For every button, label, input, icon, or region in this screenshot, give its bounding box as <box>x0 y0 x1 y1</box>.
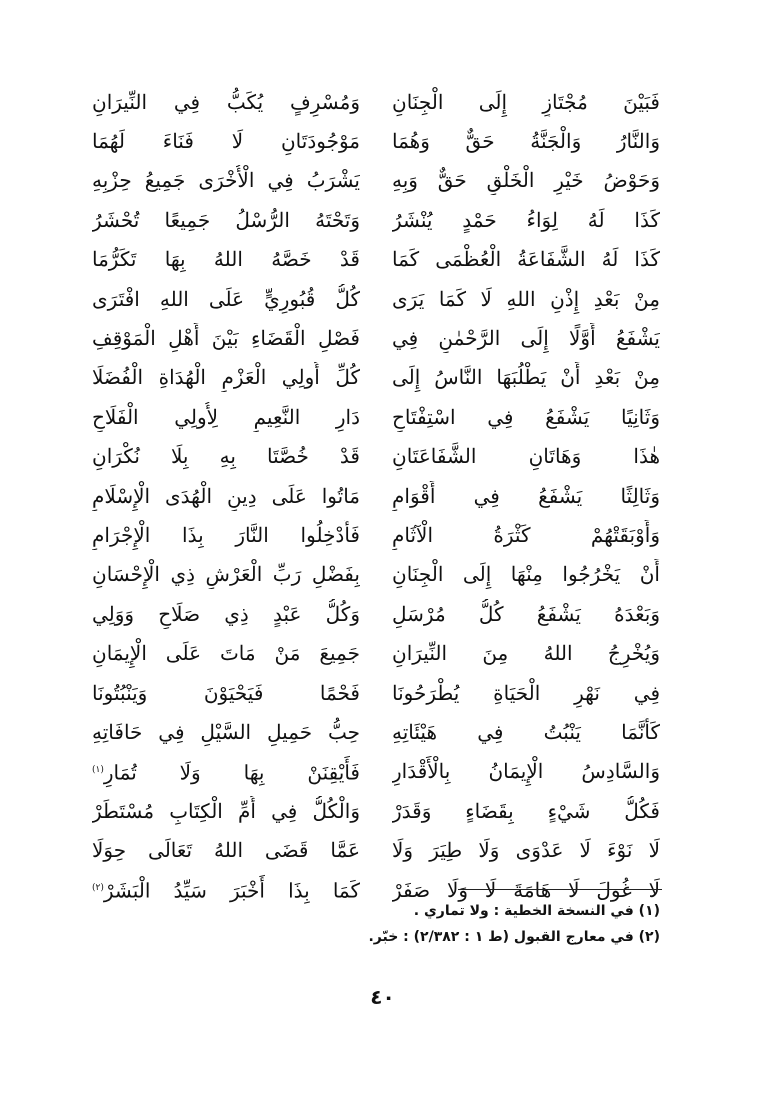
second-hemistich <box>92 126 360 156</box>
hemistich-text: قَدْ خَصَّهُ اللهُ بِهَا تَكَرُّمَا <box>92 247 360 272</box>
hemistich-text: وَثَالِثًا يَشْفَعُ فِي أَقْوَامِ <box>392 483 660 508</box>
second-hemistich <box>92 599 360 629</box>
second-hemistich <box>92 796 360 826</box>
hemistich-text: عَمَّا قَضَى اللهُ تَعَالَى حِوَلَا <box>92 838 360 863</box>
hemistich-text: هٰذَا وَهَاتَانِ الشَّفَاعَتَانِ <box>392 444 660 469</box>
second-hemistich <box>92 284 360 314</box>
verse-line <box>92 791 660 830</box>
hemistich-text: مَاتُوا عَلَى دِينِ الْهُدَى الْإِسْلَامِ <box>92 483 360 508</box>
verse-line <box>92 240 660 279</box>
second-hemistich <box>92 205 360 235</box>
verse-line <box>92 555 660 594</box>
verse-line <box>92 476 660 515</box>
verse-line <box>92 437 660 476</box>
verse-line <box>92 161 660 200</box>
hemistich-text: فَكُلُّ شَيْءٍ بِقَضَاءٍ وَقَدَرْ <box>392 798 660 823</box>
first-hemistich <box>392 362 660 392</box>
first-hemistich <box>392 323 660 353</box>
verse-line <box>92 673 660 712</box>
second-hemistich <box>92 165 360 195</box>
second-hemistich <box>92 244 360 274</box>
hemistich-text: وَأَوْبَقَتْهُمْ كَثْرَةُ الْآثَامِ <box>392 522 660 547</box>
first-hemistich <box>392 244 660 274</box>
second-hemistich <box>92 835 360 865</box>
second-hemistich <box>92 87 360 117</box>
hemistich-text: وَمُسْرِفٍ يُكَبُّ فِي النِّيرَانِ <box>92 89 360 114</box>
hemistich-text: فَحْمًا فَيَحْيَوْنَ وَيَنْبُتُونَا <box>92 680 360 705</box>
verse-line <box>92 121 660 160</box>
hemistich-text: فَأُدْخِلُوا النَّارَ بِذَا الْإِجْرَامِ <box>92 522 360 547</box>
hemistich-text: وَثَانِيًا يَشْفَعُ فِي اسْتِفْتَاحِ <box>392 404 660 429</box>
hemistich-text: لَا نَوْءَ لَا عَدْوَى وَلَا طِيَرَ وَلَا <box>392 838 660 863</box>
verse-line <box>92 515 660 554</box>
hemistich-text: جَمِيعَ مَنْ مَاتَ عَلَى الْإِيمَانِ <box>92 641 360 666</box>
hemistich-text: وَالسَّادِسُ الْإِيمَانُ بِالْأَقْدَارِ <box>392 759 660 784</box>
hemistich-text: مَوْجُودَتَانِ لَا فَنَاءَ لَهُمَا <box>92 129 360 154</box>
first-hemistich <box>392 678 660 708</box>
first-hemistich <box>392 441 660 471</box>
first-hemistich <box>392 165 660 195</box>
footnote-separator <box>458 889 662 890</box>
hemistich-text: كُلِّ أُولِي الْعَزْمِ الْهُدَاةِ الْفُضَلَا <box>92 365 360 390</box>
first-hemistich <box>392 87 660 117</box>
footnote: (١) في النسخة الخطية : ولا تماري . <box>413 903 660 919</box>
verse-line <box>92 752 660 791</box>
second-hemistich <box>92 520 360 550</box>
second-hemistich <box>92 362 360 392</box>
verse-line <box>92 318 660 357</box>
first-hemistich <box>392 796 660 826</box>
hemistich-text: فَبَيْنَ مُجْتَازٍ إِلَى الْجِنَانِ <box>392 89 660 114</box>
poem-body <box>92 82 660 909</box>
hemistich-text: لَا غُولَ لَا هَامَةَ لَا وَلَا صَفَرْ <box>392 877 660 902</box>
second-hemistich <box>92 559 360 589</box>
second-hemistich <box>92 441 360 471</box>
verse-line <box>92 279 660 318</box>
hemistich-text: وَحَوْضُ خَيْرِ الْخَلْقِ حَقٌّ وَبِهِ <box>392 168 660 193</box>
first-hemistich <box>392 402 660 432</box>
second-hemistich <box>92 323 360 353</box>
hemistich-text: كَمَا بِذَا أَخْبَرَ سَيِّدُ الْبَشَرْ <box>103 878 360 903</box>
first-hemistich <box>392 205 660 235</box>
hemistich-text: كَذَا لَهُ الشَّفَاعَةُ الْعُظْمَى كَمَا <box>392 247 660 272</box>
second-hemistich <box>92 717 360 747</box>
hemistich-text: قَدْ خُصَّتَا بِهِ بِلَا نُكْرَانِ <box>92 444 360 469</box>
first-hemistich <box>392 559 660 589</box>
hemistich-text: يَشْرَبُ فِي الْأُخْرَى جَمِيعُ حِزْبِهِ <box>92 168 360 193</box>
hemistich-text: يَشْفَعُ أَوَّلًا إِلَى الرَّحْمٰنِ فِي <box>392 326 660 351</box>
footnote-marker: (١) <box>92 765 104 775</box>
second-hemistich <box>92 402 360 432</box>
verse-line <box>92 830 660 869</box>
verse-line <box>92 594 660 633</box>
hemistich-text: دَارِ النَّعِيمِ لِأُولِي الْفَلَاحِ <box>92 404 360 429</box>
hemistich-text: وَتَحْتَهُ الرُّسْلُ جَمِيعًا تُحْشَرُ <box>92 207 360 232</box>
first-hemistich <box>392 520 660 550</box>
hemistich-text: مِنْ بَعْدِ أَنْ يَطْلُبَهَا النَّاسُ إِلَى <box>392 365 660 390</box>
footnote: (٢) في معارج القبول (ط ١ : ٢/٣٨٢) : خبّر. <box>368 929 660 945</box>
hemistich-text: حِبُّ حَمِيلِ السَّيْلِ فِي حَافَاتِهِ <box>92 719 360 744</box>
first-hemistich <box>392 756 660 786</box>
hemistich-text: كَذَا لَهُ لِوَاءُ حَمْدٍ يُنْشَرُ <box>392 207 660 232</box>
second-hemistich <box>92 678 360 708</box>
first-hemistich <box>392 599 660 629</box>
second-hemistich <box>92 481 360 511</box>
hemistich-text: بِفَضْلِ رَبِّ الْعَرْشِ ذِي الْإِحْسَانِ <box>92 562 360 587</box>
footnote-marker: (٢) <box>92 883 104 894</box>
footnotes <box>260 898 660 950</box>
first-hemistich <box>392 717 660 747</box>
verse-line <box>92 712 660 751</box>
verse-line <box>92 397 660 436</box>
second-hemistich <box>92 755 360 788</box>
hemistich-text: وَيُخْرِجُ اللهُ مِنَ النِّيرَانِ <box>392 641 660 666</box>
first-hemistich <box>392 284 660 314</box>
verse-line <box>92 200 660 239</box>
verse-line <box>92 633 660 672</box>
hemistich-text: فِي نَهْرِ الْحَيَاةِ يُطْرَحُونَا <box>392 680 660 705</box>
verse-line <box>92 358 660 397</box>
hemistich-text: وَالنَّارُ وَالْجَنَّةُ حَقٌّ وَهُمَا <box>392 129 660 154</box>
first-hemistich <box>392 126 660 156</box>
hemistich-text: وَكُلُّ عَبْدٍ ذِي صَلَاحٍ وَوَلِي <box>92 601 360 626</box>
hemistich-text: فَأَيْقِنَنْ بِهَا وَلَا تُمَارِ <box>103 760 360 785</box>
first-hemistich <box>392 638 660 668</box>
hemistich-text: فَصْلِ الْقَضَاءِ بَيْنَ أَهْلِ الْمَوْقِفِ <box>92 326 360 351</box>
hemistich-text: كُلُّ قُبُورِيٍّ عَلَى اللهِ افْتَرَى <box>92 286 360 311</box>
hemistich-text: وَالْكُلُّ فِي أُمِّ الْكِتَابِ مُسْتَطَرْ <box>92 798 360 823</box>
second-hemistich <box>92 638 360 668</box>
first-hemistich <box>392 481 660 511</box>
hemistich-text: وَبَعْدَهُ يَشْفَعُ كُلُّ مُرْسَلِ <box>392 601 660 626</box>
page-number: ٤٠ <box>370 985 395 1009</box>
first-hemistich <box>392 835 660 865</box>
hemistich-text: مِنْ بَعْدِ إِذْنِ اللهِ لَا كَمَا يَرَى <box>392 286 660 311</box>
verse-line <box>92 82 660 121</box>
hemistich-text: كَأَنَّمَا يَنْبُتُ فِي هَيْئَاتِهِ <box>392 719 660 744</box>
hemistich-text: أَنْ يَخْرُجُوا مِنْهَا إِلَى الْجِنَانِ <box>392 562 660 587</box>
